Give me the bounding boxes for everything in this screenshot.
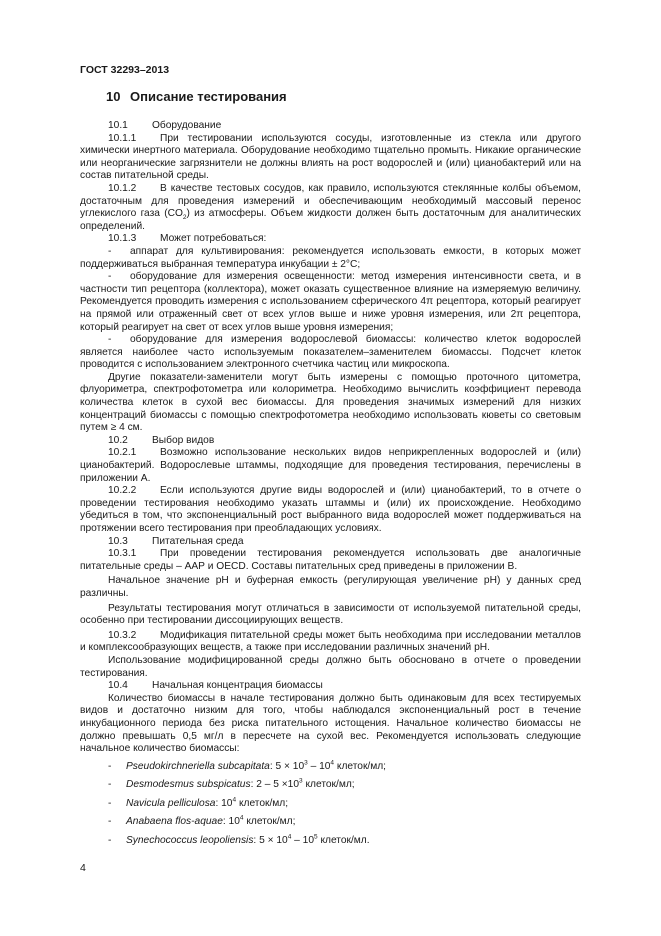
list-item-incubator: - аппарат для культивирования: рекомендуется использовать емкости, в которых может поддерживаться выбранная температура инкубации ± 2°С; — [80, 245, 581, 270]
section-title: Описание тестирования — [130, 89, 287, 104]
clause-10-4: 10.4 Начальная концентрация биомассы — [108, 680, 323, 692]
page-number: 4 — [80, 862, 86, 874]
paragraph-modified-medium: Использование модифицированной среды должно быть обосновано в отчете о проведении тестирования. — [80, 654, 581, 679]
clause-10-1-2: 10.1.2 В качестве тестовых сосудов, как правило, используются стеклянные колбы объемом, достаточным для проведения измерений и обеспечивающим необходимый массовый перенос углекислого газа $(CO_2)$ из атмосферы. Объем жидкости должен быть достаточным для аналитических определений. — [80, 182, 581, 232]
clause-10-2-2: 10.2.2 Если используются другие виды водорослей и (или) цианобактерий, то в отчете о проведении тестирования необходимо указать штаммы и (или) их происхождение. Необходимо убедиться в том, что экспоненциальный рост выбранного вида водорослей может поддерживаться на протяжении всего тестирования при преобладающих условиях. — [80, 485, 581, 534]
clause-10-1-1: 10.1.1 При тестировании используются сосуды, изготовленные из стекла или другого химически инертного материала. Оборудование необходимо тщательно промыть. Никакие органические или неорганические загрязнители не должны влиять на рост водорослей и (или) цианобактерий или на состав питательной среды. — [80, 132, 581, 182]
standard-header: ГОСТ 32293–2013 — [80, 64, 170, 76]
list-item-light-meter: - оборудование для измерения освещенности: метод измерения интенсивности света, и в частности тип рецептора (коллектора), может оказать существенное влияние на измеряемую величину. Рекомендуется проводить измерения с использованием сферического 4π рецептора, который реагирует на прямой или отраженный свет от всех углов выше и ниже уровня измерения, или 2π рецептора, который реагирует на свет от всех углов выше уровня измерения; — [80, 271, 581, 333]
paragraph-surrogates: Другие показатели-заменители могут быть измерены с помощью проточного цитометра, флуориметра, спектрофотометра или колориметра. Необходимо вычислить коэффициент перевода количества клеток в сухой вес биомассы. Для проведения значимых измерений для низких концентраций биомассы с помощью спектрофотометра необходимо использовать кюветы со световым путем ≥ 4 см. — [80, 371, 581, 434]
species-item: - Anabaena flos-aquae: $10^4$ клеток/мл; — [108, 814, 296, 828]
paragraph-biomass: Количество биомассы в начале тестирования должно быть одинаковым для всех тестируемых видов и достаточно низким для того, чтобы наблюдался экспоненциальный рост в течение инкубационного периода без риска питательного истощения. Начальное количество биомассы не должно превышать 0,5 мг/л в пересчете на сухой вес. Рекомендуется использовать следующие начальное количество биомассы: — [80, 692, 581, 755]
clause-10-3-2: 10.3.2 Модификация питательной среды может быть необходима при исследовании металлов и комплексообразующих веществ, а также при исследовании различных значений pH. — [80, 629, 581, 654]
section-heading — [106, 89, 287, 104]
species-item: - Synechococcus leopoliensis: $5 \times 10^4 - 10^5$ клеток/мл. — [108, 833, 370, 846]
species-list — [80, 758, 581, 851]
section-number: 10 — [106, 89, 121, 104]
clause-10-2-1: 10.2.1 Возможно использование нескольких видов неприкрепленных водорослей и (или) цианобактерий. Водорослевые штаммы, подходящие для проведения тестирования, перечислены в приложении А. — [80, 447, 581, 484]
clause-10-2: 10.2 Выбор видов — [108, 434, 215, 446]
clause-10-3-1: 10.3.1 При проведении тестирования рекомендуется использовать две аналогичные питательные среды – ААР и OECD. Составы питательных сред приведены в приложении В. — [80, 548, 581, 572]
clause-10-1-3: 10.1.3 Может потребоваться: — [108, 233, 267, 245]
paragraph-results: Результаты тестирования могут отличаться в зависимости от используемой питательной среды, особенно при тестировании диссоциирующих веществ. — [80, 602, 581, 627]
document-body — [80, 120, 581, 850]
species-item: - Desmodesmus subspicatus: $2 - 5 \times 10^3$ клеток/мл; — [108, 777, 355, 791]
list-item-biomass-meter: - оборудование для измерения водорослевой биомассы: количество клеток водорослей является наиболее часто используемым показателем–заменителем биомассы. Подсчет клеток проводится с использованием электронного счетчика частиц или микроскопа. — [80, 334, 581, 371]
species-item: - Navicula pelliculosa: $10^4$ клеток/мл; — [108, 796, 289, 809]
clause-10-1: 10.1 Оборудование — [108, 120, 222, 131]
species-item: - Pseudokirchneriella subcapitata: $5 \times 10^3 - 10^4$ клеток/мл; — [108, 759, 387, 772]
paragraph-ph: Начальное значение pH и буферная емкость (регулирующая увеличение pH) у данных сред различны. — [80, 575, 581, 599]
clause-10-3: 10.3 Питательная среда — [108, 535, 244, 547]
